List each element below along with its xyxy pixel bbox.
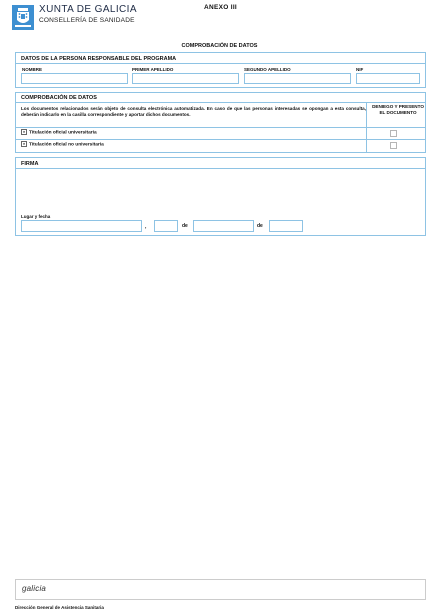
row-titulacion-no-universitaria [21,141,104,147]
section-title: DATOS DE LA PERSONA RESPONSABLE DEL PROGRAMA [21,56,177,62]
page-title: COMPROBACIÓN DE DATOS [181,43,258,49]
divider [16,102,425,103]
nombre-field[interactable] [21,73,128,84]
place-field[interactable] [21,220,142,232]
xunta-coat-of-arms-logo [12,5,34,30]
row-label: Titulación oficial universitaria [29,130,97,136]
footer-direccion: Dirección General de Asistencia Sanitaria [15,605,104,610]
department-name: CONSELLERÍA DE SANIDADE [39,17,135,24]
primer-apellido-field[interactable] [132,73,239,84]
section-title: COMPROBACIÓN DE DATOS [21,95,97,101]
signature-section [15,157,426,236]
footer-box [15,579,426,600]
year-field[interactable] [269,220,303,232]
deny-checkbox-universitaria[interactable] [390,130,397,137]
segundo-apellido-label: SEGUNDO APELLIDO [244,67,291,72]
annex-label: ANEXO III [204,4,238,11]
galicia-logo: galicia [22,584,47,593]
row-label: Titulación oficial no universitaria [29,142,104,148]
deny-column-header: DENIEGO Y PRESENTO EL DOCUMENTO [372,104,424,115]
checked-mark-icon: × [22,129,26,134]
row-titulacion-universitaria [21,129,97,135]
day-field[interactable] [154,220,178,232]
primer-apellido-label: PRIMER APELLIDO [132,67,174,72]
divider [16,168,425,169]
divider [16,139,425,140]
responsible-person-section [15,52,426,88]
place-date-label: Lugar y fecha [21,214,51,219]
nif-label: NIF [356,67,364,72]
section-title: FIRMA [21,161,39,167]
month-field[interactable] [193,220,254,232]
nombre-label: NOMBRE [22,67,42,72]
comma-separator: , [145,224,147,230]
consultation-notice: Los documentos relacionados serán objeto de consulta electrónica automatizada. En caso de que las personas interesadas se opongan a esta consulta, deberán indicarlo en la casilla correspondiente y aportar dichos documentos. [21,106,366,117]
divider [16,63,425,64]
de-separator: de [257,223,263,229]
org-name: XUNTA DE GALICIA [39,4,137,15]
deny-checkbox-no-universitaria[interactable] [390,142,397,149]
nif-field[interactable] [356,73,420,84]
divider [16,127,425,128]
verification-section [15,92,426,153]
checked-mark-icon: × [22,141,26,146]
segundo-apellido-field[interactable] [244,73,351,84]
de-separator: de [182,223,188,229]
